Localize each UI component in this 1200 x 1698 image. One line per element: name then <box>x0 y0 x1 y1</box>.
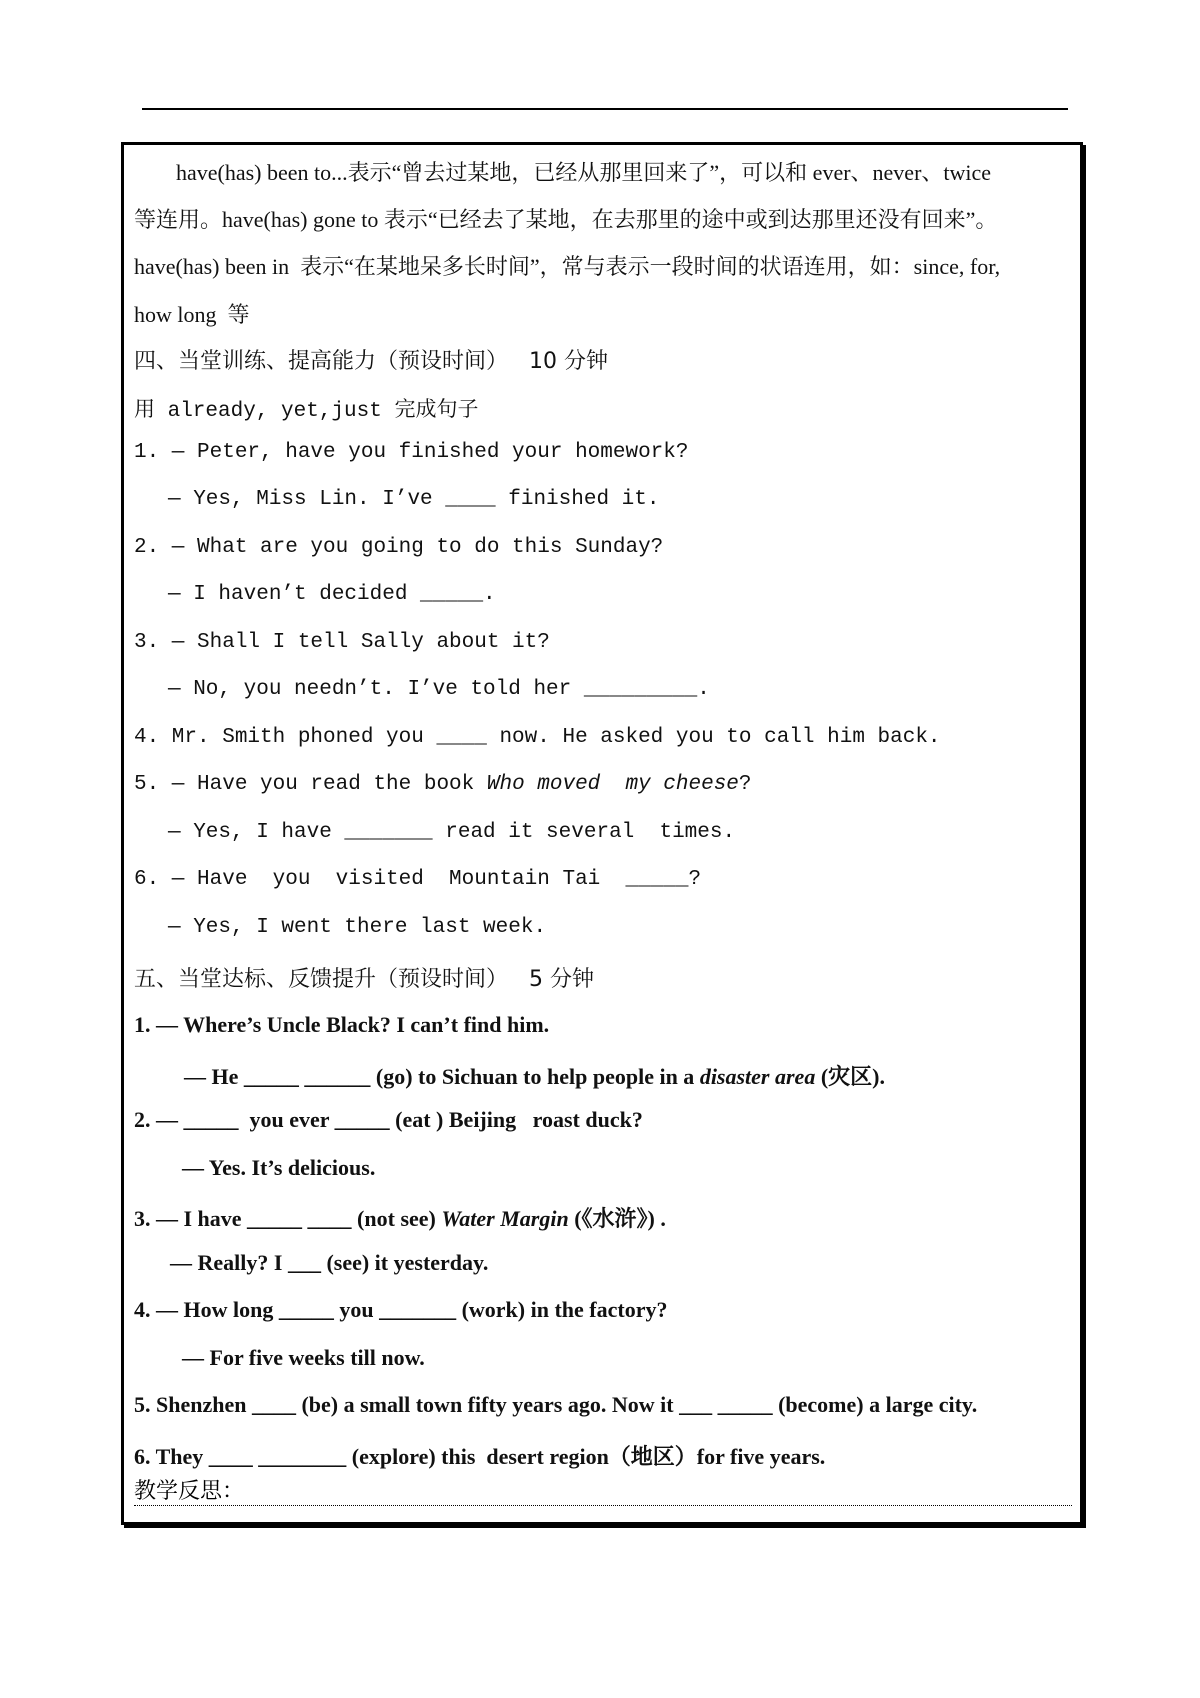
s5-q2-answer: — Yes. It’s delicious. <box>182 1155 376 1180</box>
s4-q6-answer: — Yes, I went there last week. <box>168 916 547 939</box>
s4-q4: 4. Mr. Smith phoned you ____ now. He asked you to call him back. <box>134 726 941 749</box>
s4-q5-mark: ? <box>738 773 752 796</box>
s5-q3-italic: Water Margin <box>441 1206 569 1231</box>
s5-q1-tail: (灾区). <box>815 1064 885 1089</box>
s5-q4-question: 4. — How long _____ you _______ (work) in the factory? <box>134 1297 668 1322</box>
intro-line-2: 等连用。have(has) gone to 表示“已经去了某地，在去那里的途中或到达那里还没有回来”。 <box>134 207 998 232</box>
reflection-label: 教学反思： <box>134 1479 245 1504</box>
s5-q6: 6. They ____ ________ (explore) this desert region（地区）for five years. <box>134 1444 826 1469</box>
s4-q5-answer: — Yes, I have _______ read it several times. <box>168 821 736 844</box>
s5-q3-tail: (《水浒》) . <box>568 1206 666 1231</box>
s4-q6-question: 6. — Have you visited Mountain Tai _____? <box>134 868 702 891</box>
s5-q1-text: — He _____ ______ (go) to Sichuan to help people in a <box>184 1064 700 1089</box>
s5-q5: 5. Shenzhen ____ (be) a small town fifty years ago. Now it ___ _____ (become) a large city. <box>134 1392 978 1417</box>
s4-q1-question: 1. — Peter, have you finished your homework? <box>134 441 689 464</box>
s4-q3-question: 3. — Shall I tell Sally about it? <box>134 631 550 654</box>
section4-heading: 四、当堂训练、提高能力（预设时间） 10 分钟 <box>134 349 608 374</box>
s4-q2-question: 2. — What are you going to do this Sunday? <box>134 536 664 559</box>
s5-q3-question <box>134 1202 666 1233</box>
intro-line-3: have(has) been in 表示“在某地呆多长时间”，常与表示一段时间的状语连用，如：since, for, <box>134 254 1001 279</box>
s5-q1-answer <box>184 1060 885 1091</box>
s5-q3-text: 3. — I have _____ ____ (not see) <box>134 1206 442 1231</box>
s4-q3-answer: — No, you needn’t. I’ve told her _________. <box>168 678 710 701</box>
s4-q1-answer: — Yes, Miss Lin. I’ve ____ finished it. <box>168 488 660 511</box>
s4-q2-answer: — I haven’t decided _____. <box>168 583 496 606</box>
intro-line-4: how long 等 <box>134 302 250 327</box>
s4-q5-book-title: Who moved my cheese <box>486 773 739 796</box>
s4-q5-question <box>134 773 752 796</box>
reflection-row <box>134 1474 1072 1506</box>
s5-q3-answer: — Really? I ___ (see) it yesterday. <box>170 1250 489 1275</box>
s5-q4-answer: — For five weeks till now. <box>182 1345 425 1370</box>
header-rule <box>142 108 1068 110</box>
intro-line-1: have(has) been to...表示“曾去过某地，已经从那里回来了”，可以和 ever、never、twice <box>176 160 992 185</box>
section4-instruction: 用 already, yet,just 完成句子 <box>134 400 479 423</box>
s5-q2-question: 2. — _____ you ever _____ (eat ) Beijing roast duck? <box>134 1107 643 1132</box>
section5-heading: 五、当堂达标、反馈提升（预设时间） 5 分钟 <box>134 967 594 992</box>
s4-q5-text: 5. — Have you read the book <box>134 773 487 796</box>
s5-q1-question: 1. — Where’s Uncle Black? I can’t find him. <box>134 1012 550 1037</box>
s5-q1-italic: disaster area <box>699 1064 816 1089</box>
